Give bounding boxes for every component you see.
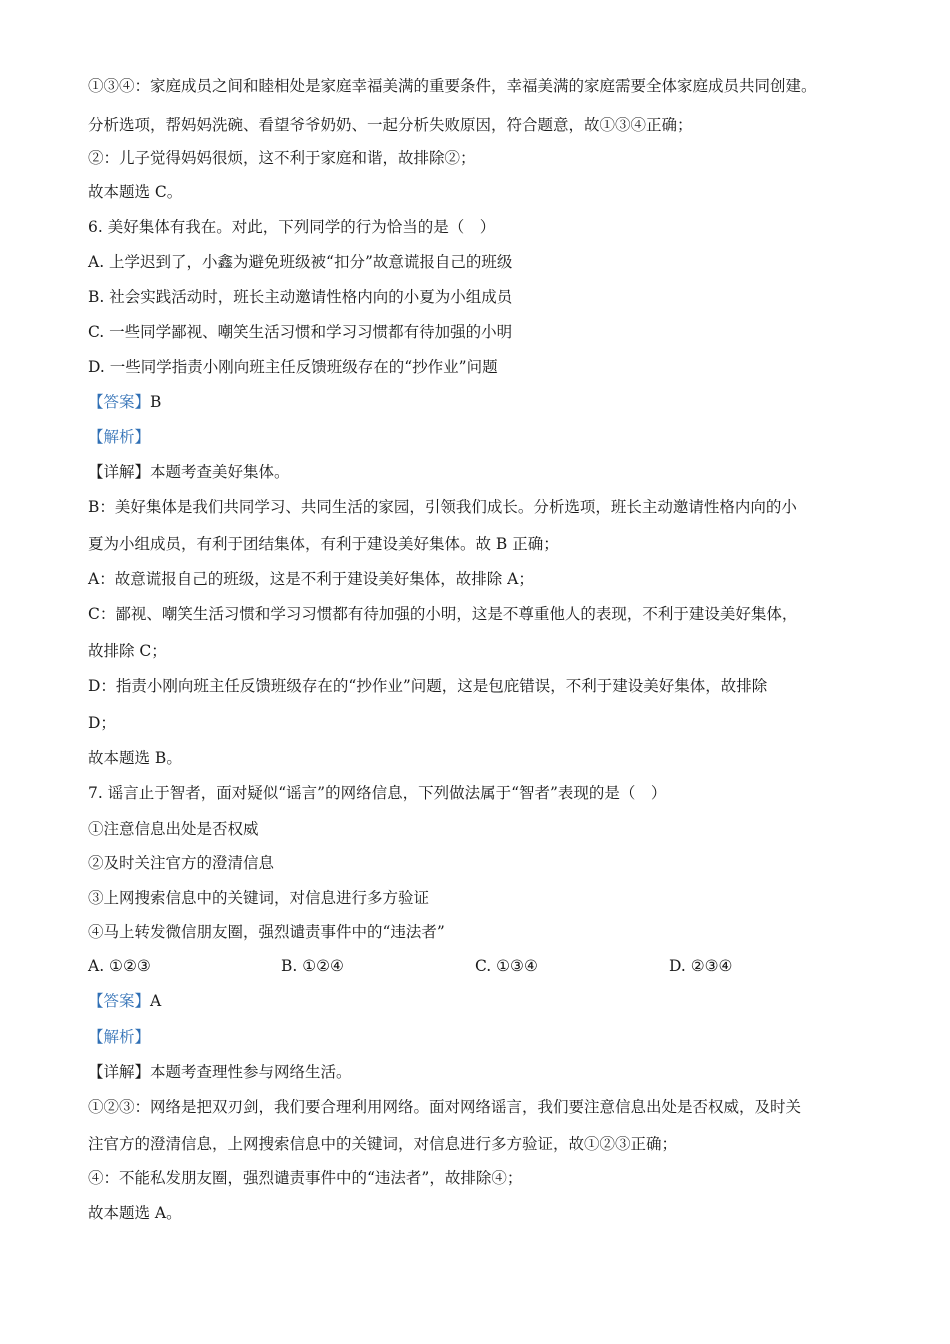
q7-detail: 【详解】本题考查理性参与网络生活。 bbox=[88, 1063, 352, 1081]
q6-option-a: A. 上学迟到了，小鑫为避免班级被“扣分”故意谎报自己的班级 bbox=[88, 253, 513, 271]
q5-explanation-line: ①③④：家庭成员之间和睦相处是家庭幸福美满的重要条件，幸福美满的家庭需要全体家庭成员共同创建。 bbox=[88, 77, 817, 95]
q5-conclusion: 故本题选 C。 bbox=[88, 183, 183, 201]
answer-value: A bbox=[150, 992, 162, 1010]
q5-explanation-line: 分析选项，帮妈妈洗碗、看望爷爷奶奶、一起分析失败原因，符合题意，故①③④正确； bbox=[88, 116, 693, 134]
q6-detail: 【详解】本题考查美好集体。 bbox=[88, 463, 290, 481]
q6-explanation-line: D； bbox=[88, 714, 116, 732]
q6-option-b: B. 社会实践活动时，班长主动邀请性格内向的小夏为小组成员 bbox=[88, 288, 513, 306]
q7-explanation-line: ④：不能私发朋友圈，强烈谴责事件中的“违法者”，故排除④； bbox=[88, 1169, 523, 1187]
answer-tag: 【答案】 bbox=[88, 992, 151, 1010]
q5-explanation-line: ②：儿子觉得妈妈很烦，这不利于家庭和谐，故排除②； bbox=[88, 149, 476, 167]
q6-explanation-line: B：美好集体是我们共同学习、共同生活的家园，引领我们成长。分析选项，班长主动邀请性格内向的小 bbox=[88, 498, 797, 516]
q6-explanation-line: A：故意谎报自己的班级，这是不利于建设美好集体，故排除 A； bbox=[88, 570, 534, 588]
q7-option-a: A. ①②③ bbox=[88, 957, 151, 975]
q7-option-d: D. ②③④ bbox=[669, 957, 733, 975]
q7-explanation-line: 注官方的澄清信息，上网搜索信息中的关键词，对信息进行多方验证，故①②③正确； bbox=[88, 1135, 678, 1153]
q6-conclusion: 故本题选 B。 bbox=[88, 749, 182, 767]
q6-option-d: D. 一些同学指责小刚向班主任反馈班级存在的“抄作业”问题 bbox=[88, 358, 498, 376]
q7-statement-4: ④马上转发微信朋友圈，强烈谴责事件中的“违法者” bbox=[88, 923, 445, 941]
q7-analysis-tag: 【解析】 bbox=[88, 1028, 151, 1046]
q6-explanation-line: D：指责小刚向班主任反馈班级存在的“抄作业”问题，这是包庇错误，不利于建设美好集体，故排除 bbox=[88, 677, 768, 695]
q6-explanation-line: C：鄙视、嘲笑生活习惯和学习习惯都有待加强的小明，这是不尊重他人的表现，不利于建设美好集体， bbox=[88, 605, 798, 623]
q7-answer bbox=[88, 991, 161, 1011]
q7-statement-2: ②及时关注官方的澄清信息 bbox=[88, 854, 275, 872]
q7-option-b: B. ①②④ bbox=[281, 957, 344, 975]
q7-option-c: C. ①③④ bbox=[475, 957, 538, 975]
q6-option-c: C. 一些同学鄙视、嘲笑生活习惯和学习习惯都有待加强的小明 bbox=[88, 323, 513, 341]
q7-statement-1: ①注意信息出处是否权威 bbox=[88, 820, 259, 838]
answer-value: B bbox=[150, 393, 162, 411]
q6-explanation-line: 故排除 C； bbox=[88, 642, 167, 660]
q6-stem: 6. 美好集体有我在。对此，下列同学的行为恰当的是（ ） bbox=[88, 218, 496, 236]
q6-analysis-tag: 【解析】 bbox=[88, 428, 151, 446]
q7-statement-3: ③上网搜索信息中的关键词，对信息进行多方验证 bbox=[88, 889, 430, 907]
q6-answer bbox=[88, 392, 161, 412]
q6-explanation-line: 夏为小组成员，有利于团结集体，有利于建设美好集体。故 B 正确； bbox=[88, 535, 559, 553]
q7-conclusion: 故本题选 A。 bbox=[88, 1204, 182, 1222]
q7-explanation-line: ①②③：网络是把双刃剑，我们要合理利用网络。面对网络谣言，我们要注意信息出处是否权威，及时关 bbox=[88, 1098, 802, 1116]
answer-tag: 【答案】 bbox=[88, 393, 151, 411]
q7-stem: 7. 谣言止于智者，面对疑似“谣言”的网络信息，下列做法属于“智者”表现的是（ ） bbox=[88, 784, 667, 802]
